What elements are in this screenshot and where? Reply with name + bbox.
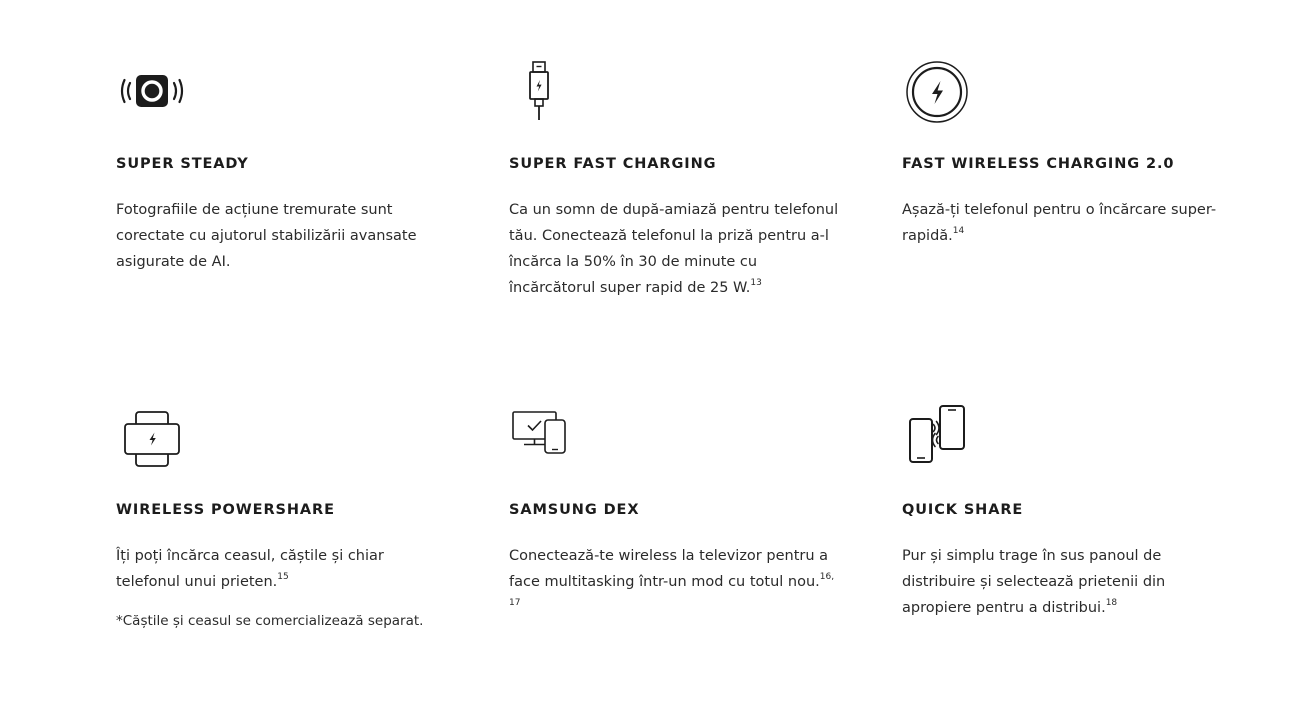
feature-description: Îți poți încărca ceasul, căștile și chiar telefonul unui prieten.$^{15}$	[116, 548, 384, 590]
feature-super-steady	[116, 58, 446, 275]
usb-cable-charging-icon	[509, 58, 589, 138]
camera-shake-icon	[116, 58, 196, 138]
feature-quick-share	[902, 404, 1232, 621]
feature-title: QUICK SHARE	[902, 502, 1024, 518]
wireless-charging-pad-icon	[902, 58, 982, 138]
feature-title: WIRELESS POWERSHARE	[116, 502, 335, 518]
feature-note: *Căștile și ceasul se comercializează separat.	[116, 613, 424, 629]
feature-title: SUPER STEADY	[116, 156, 249, 172]
feature-title: SUPER FAST CHARGING	[509, 156, 717, 172]
footnote-ref[interactable]: 18	[1105, 598, 1118, 609]
feature-fast-wireless-charging	[902, 58, 1232, 249]
phones-quick-share-icon	[902, 404, 982, 484]
footnote-ref[interactable]: 15	[277, 572, 289, 583]
footnote-ref[interactable]: 13	[750, 278, 762, 289]
powershare-phone-watch-icon	[116, 404, 196, 484]
feature-super-fast-charging	[509, 58, 839, 301]
feature-description: Ca un somn de după-amiază pentru telefonul tău. Conectează telefonul la priză pentru a-l încărca la 50% în 30 de minute cu încărcătorul super rapid de 25 W.$^{13}$	[509, 202, 839, 296]
monitor-phone-dex-icon	[509, 404, 589, 484]
feature-title: FAST WIRELESS CHARGING 2.0	[902, 156, 1175, 172]
feature-samsung-dex	[509, 404, 839, 621]
features-grid	[116, 58, 1217, 678]
footnote-ref[interactable]: 16, 17	[509, 572, 835, 609]
feature-description: Fotografiile de acțiune tremurate sunt corectate cu ajutorul stabilizării avansate asigurate de AI.	[116, 202, 417, 270]
feature-title: SAMSUNG DEX	[509, 502, 640, 518]
feature-description: Conectează-te wireless la televizor pentru a face multitasking într-un mod cu totul nou.$^{16, 17}$	[509, 548, 835, 609]
feature-description: Pur și simplu trage în sus panoul de distribuire și selectează prietenii din apropiere pentru a distribui.$^{18}$	[902, 548, 1166, 616]
feature-description: Așază-ți telefonul pentru o încărcare super-rapidă.$^{14}$	[902, 202, 1217, 244]
feature-wireless-powershare	[116, 404, 446, 631]
footnote-ref[interactable]: 14	[952, 226, 965, 237]
